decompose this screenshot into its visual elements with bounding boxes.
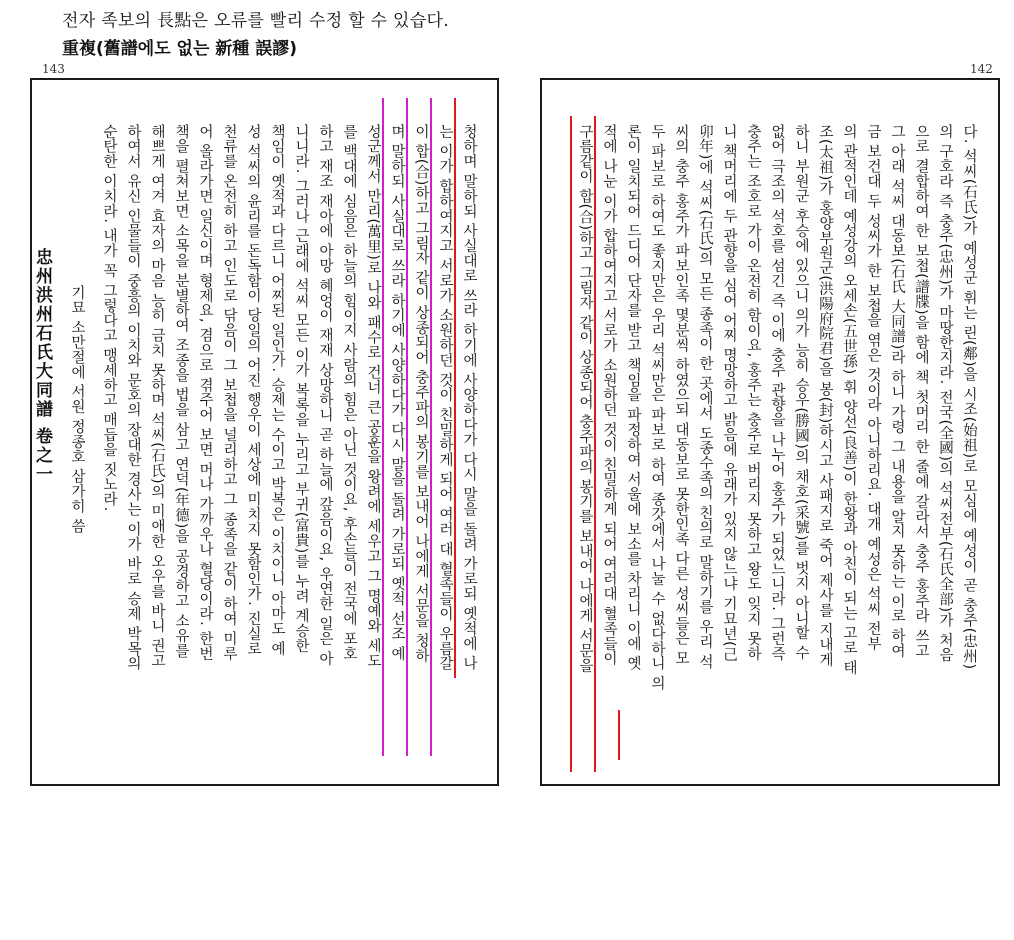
text-column: 어 올라가면 일신이며 형제요, 겸으로 겪주어 보면 머나 가까우나 혈당이라. 한번 bbox=[197, 124, 213, 661]
signature-column: 기묘 소만절에 서원 정종호 삼가히 씀 bbox=[69, 285, 85, 534]
text-column: 천류를 온전히 하고 인도로 닦음이 그 보첩을 널리하고 그 종족을 같이 하여 미루 bbox=[221, 124, 237, 661]
text-column: 으로 결합하여 한 보첩(譜牒)을 함에 책 첫머리 한 줄에 갈라서 충주 홍주라 쓰고 bbox=[913, 124, 929, 659]
left-page bbox=[30, 78, 499, 786]
text-column: 성 석씨의 윤리를 돈독함이 당일의 어진 행우이 세상에 미치지 못함인가. 진실로 bbox=[245, 124, 261, 656]
text-column: 적에 나눈 이가 합하여지고 서로가 소원하던 것이 친밀하게 되어 여러대 혈족들이 bbox=[601, 124, 617, 666]
text-column: 를 백대에 심음은 하늘의 힘이지 사람의 힘은 아닌 것이요, 후손들이 전국에 포호 bbox=[341, 124, 357, 661]
text-column: 의 구호라 즉 충주(忠州)가 마땅한지라. 전국(全國)의 석씨전부(石氏全部)가 처음 bbox=[937, 124, 953, 663]
text-column: 卯年)에 석씨(石氏)의 모든 종족이 한 곳에서 도종수족의 친의로 말하기를 우리 석 bbox=[697, 124, 713, 670]
text-column: 해쁘게 여겨 효자의 마음 능히 금치 못하며 석씨(石氏)의 미애한 오우를 바니 권고 bbox=[149, 124, 165, 669]
text-column: 순탄한 이치라. 내가 꼭 그렇다고 맹세하고 매듭을 짓노라. bbox=[101, 124, 117, 512]
text-column: 며 말하되 사실대로 쓰라 하기에 사양하다가 다시 말을 돌려 가로되 옛적 선조 예 bbox=[389, 124, 405, 661]
text-column: 이 합(合)하고 그림자 같이 상종되어 충주파의 봉기를 보내어 나에게 서문을 청하 bbox=[413, 124, 429, 664]
text-column: 니 책머리에 두 관향을 심어 어찌 명망하고 밝음에 유래가 있지 않느냐 기묘년(己 bbox=[721, 124, 737, 662]
magenta-highlight-line bbox=[430, 98, 432, 756]
text-column: 금 보건대 두 성씨가 한 보첩을 엮은 것이라 아니하리요. 대개 예성은 석씨 전부 bbox=[865, 124, 881, 652]
magenta-highlight-line bbox=[382, 98, 384, 756]
text-column: 그 아래 석씨 대동보(石氏 大同譜)라 하니 가령 그 내용을 알지 못하는 이로 하여 bbox=[889, 124, 905, 659]
header-line-1: 전자 족보의 長點은 오류를 빨리 수정 할 수 있습다. bbox=[62, 11, 449, 31]
red-highlight-line bbox=[594, 116, 596, 772]
text-column: 다. 석씨(石氏)가 예성군 휘는 린(鄰)을 시조(始祖)로 모심에 예성이 곧 충주(忠州) bbox=[961, 124, 977, 670]
book-title-side: 忠州洪州石氏大同譜 卷之一 bbox=[32, 248, 52, 484]
text-column: 씨의 충주 홍주가 파보인족 몇분씩 하였으되 대동보로 못한인족 다른 성씨들은 모 bbox=[673, 124, 689, 666]
text-column: 책임이 옛적과 다르니 어찌된 일인가. 승제는 수이고 박복은 이치이니 아마도 예 bbox=[269, 124, 285, 656]
text-column: 성군께서 만리(萬里)로 나와 패수로 건너 큰 공훈을 왕려에 세우고 그 명예와 세도 bbox=[365, 124, 381, 669]
red-highlight-line bbox=[618, 710, 620, 760]
right-page bbox=[540, 78, 1000, 786]
text-column: 두 파보로 하여도 좋지만은 우리 석씨만은 파보로 하여 종갓에서 나눌 수 없다하니 의 bbox=[649, 124, 665, 691]
text-column: 의 관적인데 예성강의 오세손(五世孫) 휘 양선(良善)이 한왕과 아친이 되는 고로 태 bbox=[841, 124, 857, 676]
text-column: 는 이가 합하여지고 서로가 소원하던 것이 친밀하게 되어 여러 대 혈족들이 우름갈 bbox=[437, 124, 453, 671]
right-page-number: 142 bbox=[970, 62, 993, 76]
text-column: 책을 펼쳐보면 소목을 분별하여 조종을 법을 삼고 연덕(年德)을 공경하고 소유를 bbox=[173, 124, 189, 658]
text-column: 충주는 조호로 가이 온전히 함이요, 홍주는 충주로 버리지 못하고 왕도 잊지 못하 bbox=[745, 124, 761, 661]
red-highlight-line bbox=[570, 116, 572, 772]
text-column: 니니라. 그러나 근래에 석씨 모든 이가 복록을 누리고 부귀(富貴)를 누려 계승한 bbox=[293, 124, 309, 654]
text-column: 하고 재조 재아에 아망 혜엉이 재재 상망하니 곧 하늘에 갚음이요, 우연한 일은 아 bbox=[317, 124, 333, 666]
text-column: 조(太祖)가 홍양부원군(洪陽府院君)을 봉(封)하시고 사패지로 죽어 제사를 지내게 bbox=[817, 124, 833, 668]
text-column: 청하며 말하되 사실대로 쓰라 하기에 사양하다가 다시 말을 돌려 가로되 옛적에 나 bbox=[461, 124, 477, 671]
text-column: 없어 극조의 석호를 섬긴 즉 이에 충주 관향을 나누어 홍주가 되었느니라. 그런즉 bbox=[769, 124, 785, 661]
text-column: 구름같이 합(合)하고 그림자 같이 상종되어 충주파의 봉기를 보내어 나에게 서문을 bbox=[577, 124, 593, 673]
header-line-2: 重複(舊譜에도 없는 新種 誤謬) bbox=[62, 39, 297, 59]
text-column: 하여서 유신 인물들이 중흥의 이치와 문호의 장대한 경사는 이가 바로 승제 박목의 bbox=[125, 124, 141, 671]
text-column: 하니 부원군 후승에 있으니 의가 능히 승우(勝國)의 채호(采號)를 벗지 아니할 수 bbox=[793, 124, 809, 661]
text-column: 론이 일치되어 드디어 단자를 받고 책임을 파정하여 서울에 보소를 차리니 이에 옛 bbox=[625, 124, 641, 671]
magenta-highlight-line bbox=[406, 98, 408, 756]
red-highlight-line bbox=[454, 98, 456, 678]
left-page-number: 143 bbox=[42, 62, 65, 76]
